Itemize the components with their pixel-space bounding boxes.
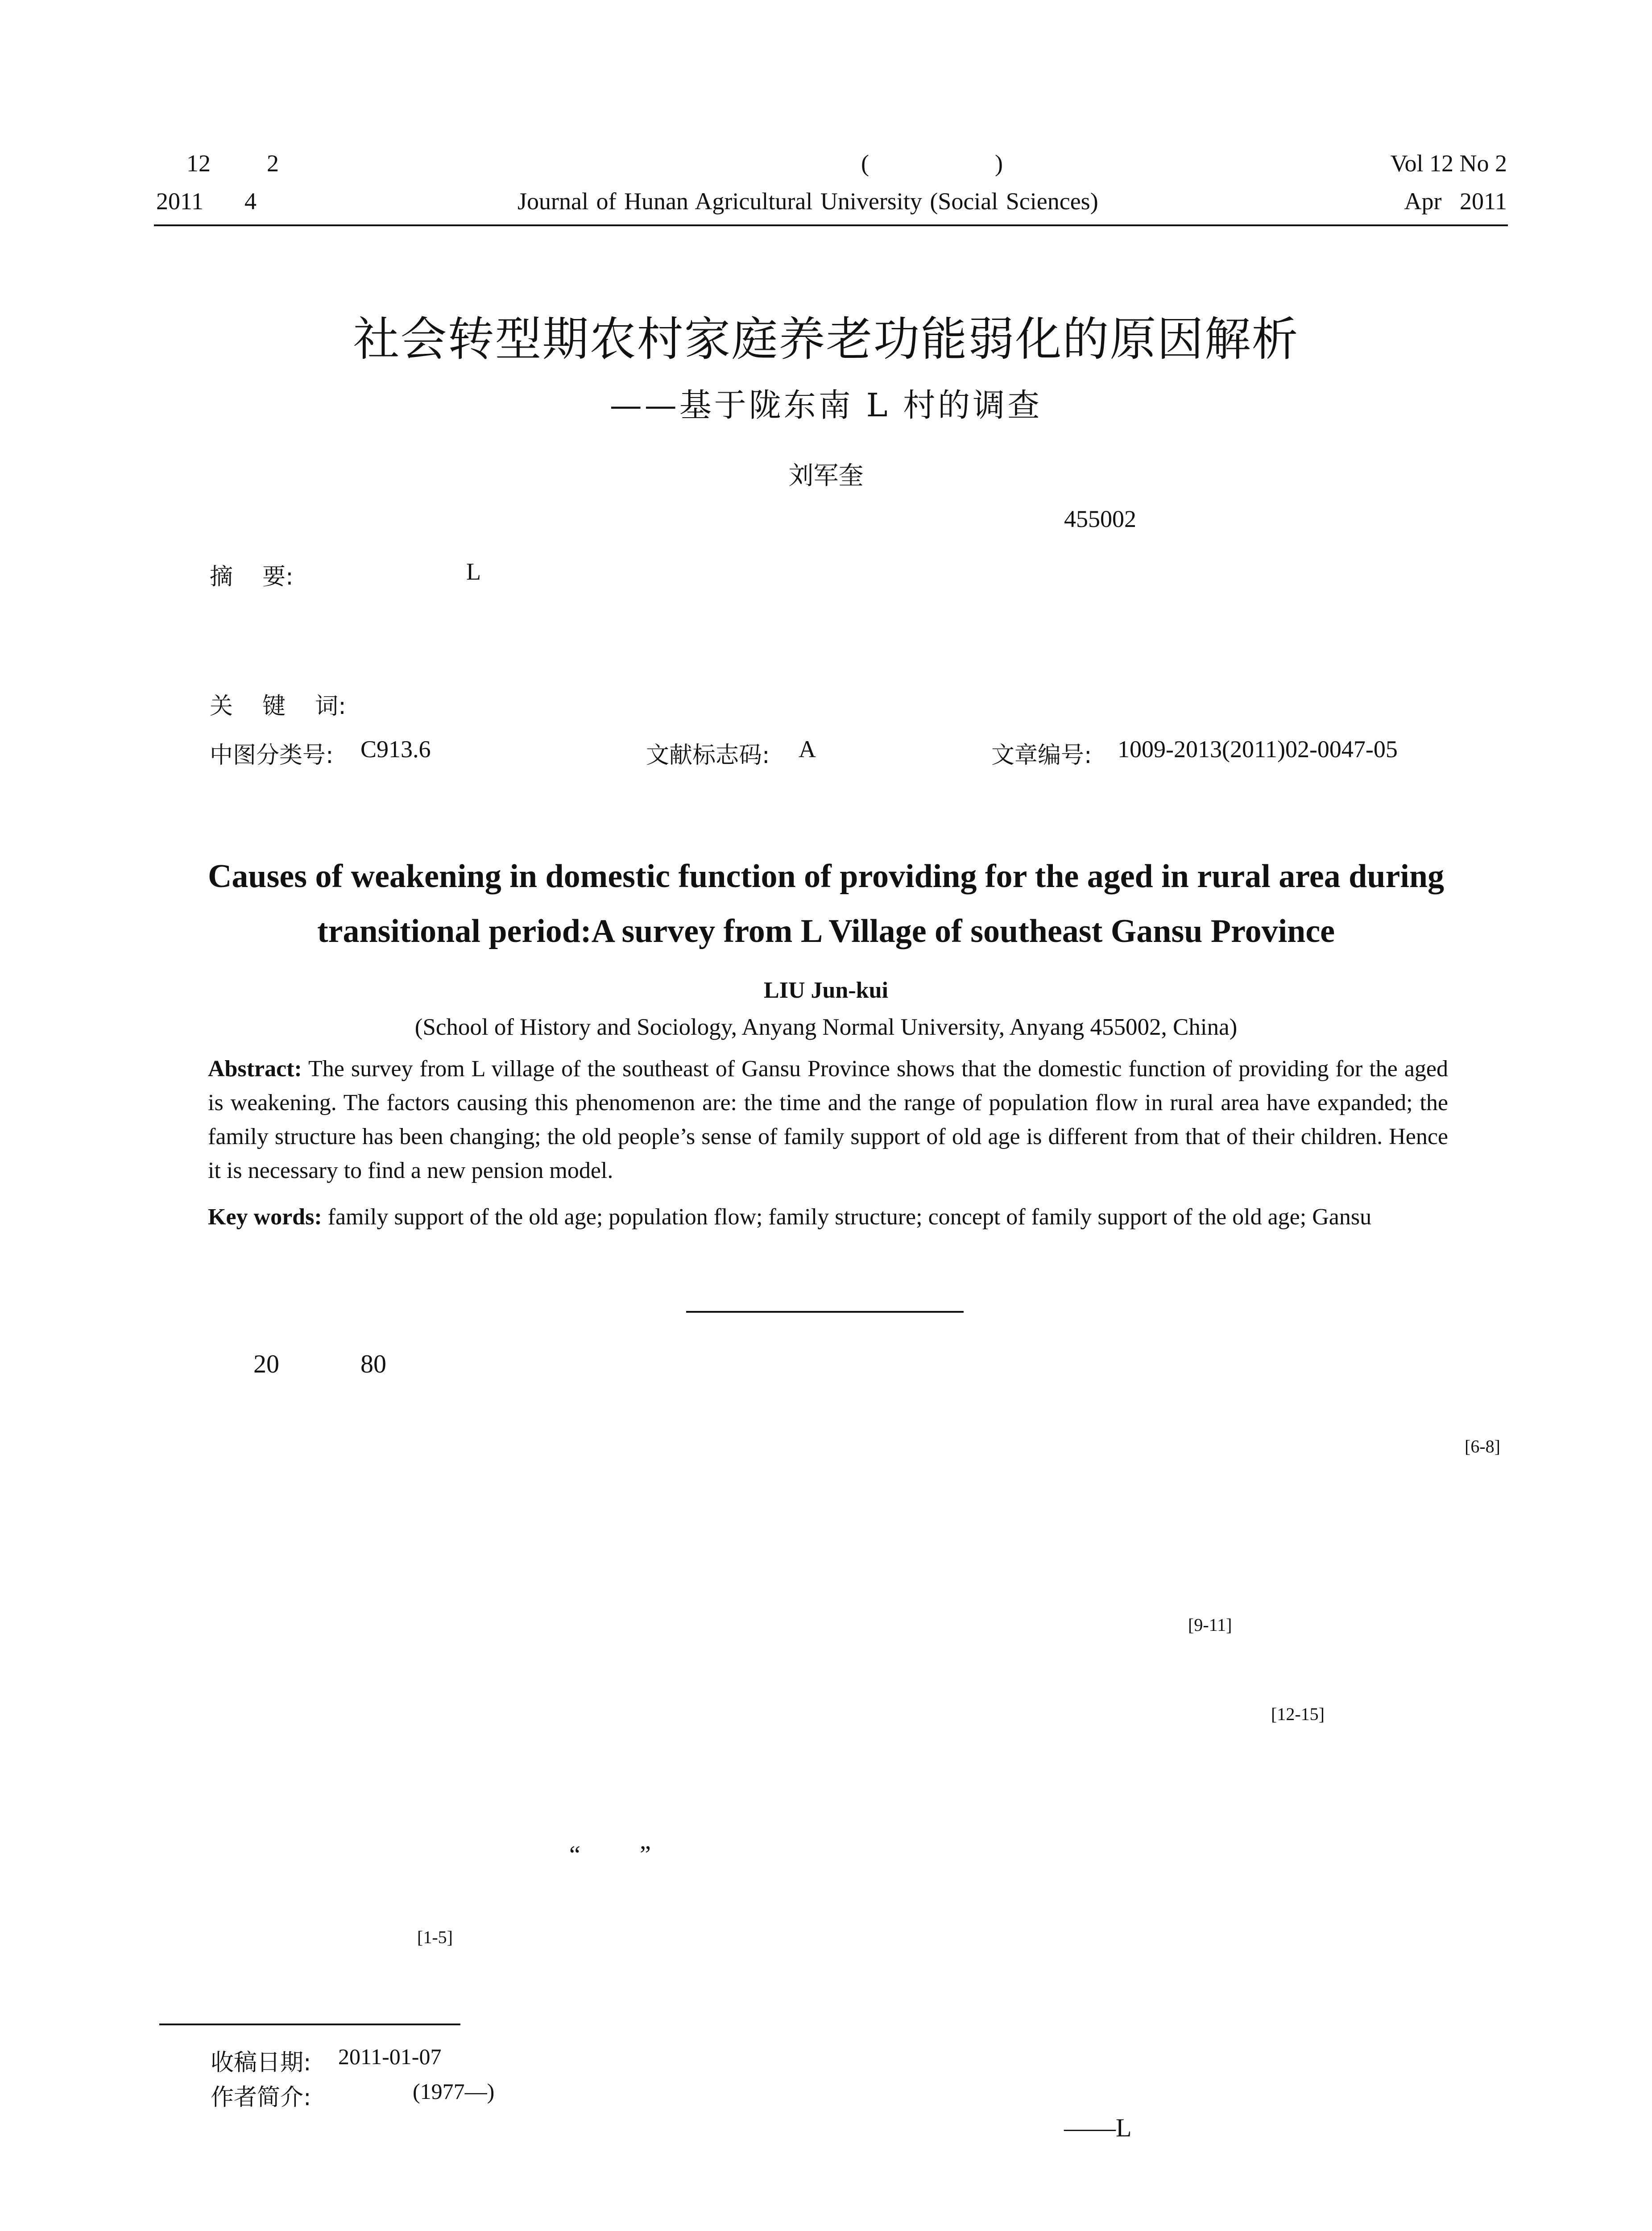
article-number-label: 文章编号: — [991, 742, 1092, 769]
header-rule — [154, 224, 1508, 226]
english-title-line-1: Causes of weakening in domestic function of providing for the aged in rural area during — [207, 858, 1445, 895]
received-date-value: 2011-01-07 — [338, 2044, 442, 2069]
header-month-cn: 4 — [244, 188, 257, 215]
header-date-en: Apr 2011 — [1404, 188, 1507, 215]
english-keywords-label: Key words: — [208, 1204, 322, 1230]
english-abstract — [208, 1052, 1448, 1188]
section-divider — [686, 1311, 964, 1313]
english-abstract-label: Abstract: — [208, 1056, 302, 1082]
received-date-label: 收稿日期: — [211, 2049, 311, 2076]
header-year-cn: 2011 — [156, 188, 203, 215]
citation-12-15: [12-15] — [1271, 1704, 1325, 1724]
citation-1-5: [1-5] — [417, 1927, 453, 1947]
body-number-20: 20 — [253, 1349, 279, 1378]
header-volume-cn: 12 — [186, 150, 211, 177]
english-affiliation: (School of History and Sociology, Anyang Normal University, Anyang 455002, China) — [414, 1014, 1238, 1040]
citation-6-8: [6-8] — [1465, 1436, 1500, 1456]
english-abstract-text: The survey from L village of the southeast of Gansu Province shows that the domestic function of providing for the aged is weakening. The factors causing this phenomenon are: the time and the range of population flow in rural area have expanded; the family structure has been changing; the old people’s sense of family support of old age is different from that of their children. Hence it is necessary to find a new pension model. — [208, 1056, 1448, 1183]
article-number-value: 1009-2013(2011)02-0047-05 — [1118, 736, 1398, 763]
author-name-cn: 刘军奎 — [788, 461, 864, 490]
author-bio-years: (1977—) — [413, 2079, 495, 2104]
affiliation-postcode: 455002 — [1064, 506, 1136, 532]
quote-close-mark: ” — [640, 1841, 651, 1869]
english-title-line-2: transitional period:A survey from L Village of southeast Gansu Province — [317, 913, 1335, 950]
header-volume-en: Vol 12 No 2 — [1390, 150, 1507, 177]
body-number-80: 80 — [360, 1349, 386, 1378]
header-paren-open: ( — [861, 150, 869, 177]
abstract-cn-village: L — [466, 558, 481, 585]
english-keywords — [208, 1198, 1448, 1237]
author-bio-label: 作者简介: — [211, 2084, 311, 2111]
english-keywords-text: family support of the old age; population flow; family structure; concept of family support of the old age; Gansu — [322, 1204, 1372, 1230]
clc-label: 中图分类号: — [210, 742, 334, 769]
citation-9-11: [9-11] — [1188, 1615, 1232, 1635]
english-author: LIU Jun-kui — [764, 978, 888, 1003]
page-title: 社会转型期农村家庭养老功能弱化的原因解析 — [353, 312, 1299, 366]
footnote-rule — [159, 2024, 460, 2025]
header-journal-name: Journal of Hunan Agricultural University (Social Sciences) — [518, 188, 1098, 215]
doc-code-label: 文献标志码: — [646, 742, 770, 769]
header-paren-close: ) — [995, 150, 1003, 177]
page-subtitle: ——基于陇东南 L 村的调查 — [609, 386, 1043, 424]
clc-value: C913.6 — [360, 736, 431, 763]
keywords-cn-label: 关 键 词: — [210, 693, 346, 720]
header-issue-cn: 2 — [267, 150, 279, 177]
doc-code-value: A — [799, 736, 816, 763]
quote-open-mark: “ — [569, 1841, 580, 1869]
abstract-cn-label: 摘 要: — [210, 564, 294, 590]
body-dash-l: ——L — [1064, 2113, 1132, 2142]
